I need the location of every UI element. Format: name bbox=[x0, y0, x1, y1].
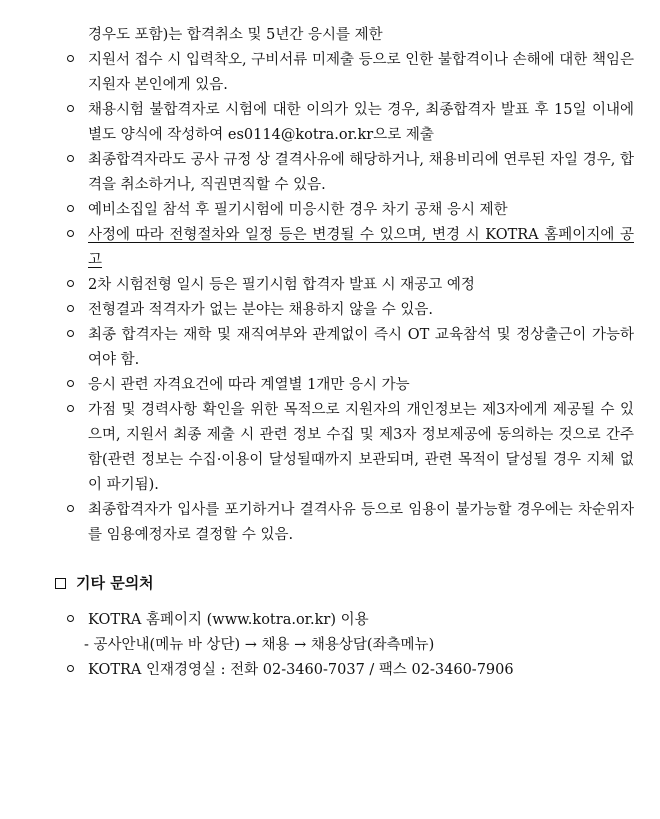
contact-list bbox=[0, 608, 640, 683]
note-text: 최종 합격자는 재학 및 재직여부와 관계없이 즉시 OT 교육참석 및 정상출근이 가능하여야 함. bbox=[88, 327, 634, 368]
circle-bullet-icon bbox=[67, 330, 74, 337]
note-text-underlined: 사정에 따라 전형절차와 일정 등은 변경될 수 있으며, 변경 시 KOTRA 홈페이지에 공고 bbox=[88, 227, 634, 268]
circle-bullet-icon bbox=[67, 665, 74, 672]
circle-bullet-icon bbox=[67, 380, 74, 387]
note-text: 2차 시험전형 일시 등은 필기시험 합격자 발표 시 재공고 예정 bbox=[88, 277, 475, 293]
circle-bullet-icon bbox=[67, 105, 74, 112]
list-item bbox=[0, 98, 640, 148]
phone-fax-text: KOTRA 인재경영실 : 전화 02-3460-7037 / 팩스 02-3460-7906 bbox=[88, 662, 514, 678]
list-item bbox=[0, 608, 640, 658]
circle-bullet-icon bbox=[67, 280, 74, 287]
note-text: 최종합격자라도 공사 규정 상 결격사유에 해당하거나, 채용비리에 연루된 자일 경우, 합격을 취소하거나, 직권면직할 수 있음. bbox=[88, 152, 634, 193]
note-text: 예비소집일 참석 후 필기시험에 미응시한 경우 차기 공채 응시 제한 bbox=[88, 202, 508, 218]
circle-bullet-icon bbox=[67, 55, 74, 62]
note-text: 응시 관련 자격요건에 따라 계열별 1개만 응시 가능 bbox=[88, 377, 410, 393]
note-text: 지원서 접수 시 입력착오, 구비서류 미제출 등으로 인한 불합격이나 손해에 대한 책임은 지원자 본인에게 있음. bbox=[88, 52, 634, 93]
note-text: 채용시험 불합격자로 시험에 대한 이의가 있는 경우, 최종합격자 발표 후 15일 이내에 별도 양식에 작성하여 es0114@kotra.or.kr으로 제출 bbox=[88, 102, 634, 143]
note-text: 전형결과 적격자가 없는 분야는 채용하지 않을 수 있음. bbox=[88, 302, 434, 318]
list-item bbox=[0, 198, 640, 223]
circle-bullet-icon bbox=[67, 230, 74, 237]
list-item bbox=[0, 323, 640, 373]
circle-bullet-icon bbox=[67, 615, 74, 622]
circle-bullet-icon bbox=[67, 405, 74, 412]
list-item bbox=[0, 273, 640, 298]
list-item bbox=[0, 658, 640, 683]
list-item bbox=[0, 148, 640, 198]
circle-bullet-icon bbox=[67, 155, 74, 162]
list-item bbox=[0, 373, 640, 398]
list-item bbox=[0, 398, 640, 498]
homepage-path: - 공사안내(메뉴 바 상단) → 채용 → 채용상담(좌측메뉴) bbox=[84, 637, 435, 653]
list-item bbox=[0, 223, 640, 273]
note-text: 최종합격자가 입사를 포기하거나 결격사유 등으로 임용이 불가능할 경우에는 차순위자를 임용예정자로 결정할 수 있음. bbox=[88, 502, 634, 543]
list-item bbox=[0, 48, 640, 98]
list-item bbox=[0, 498, 640, 548]
notes-list bbox=[0, 48, 640, 548]
note-text: 가점 및 경력사항 확인을 위한 목적으로 지원자의 개인정보는 제3자에게 제공될 수 있으며, 지원서 최종 제출 시 관련 정보 수집 및 제3자 정보제공에 동의하는 것으로 간주함(관련 정보는 수집·이용이 달성될때까지 보관되며, 관련 목적이 달성될 경우 지체 없이 파기됨). bbox=[88, 402, 634, 493]
section-heading bbox=[55, 571, 154, 596]
circle-bullet-icon bbox=[67, 205, 74, 212]
circle-bullet-icon bbox=[67, 505, 74, 512]
list-item bbox=[0, 298, 640, 323]
circle-bullet-icon bbox=[67, 305, 74, 312]
section-title: 기타 문의처 bbox=[76, 574, 154, 592]
homepage-text: KOTRA 홈페이지 (www.kotra.or.kr) 이용 bbox=[88, 612, 369, 628]
square-bullet-icon bbox=[55, 578, 66, 589]
continued-text: 경우도 포함)는 합격취소 및 5년간 응시를 제한 bbox=[88, 27, 383, 43]
